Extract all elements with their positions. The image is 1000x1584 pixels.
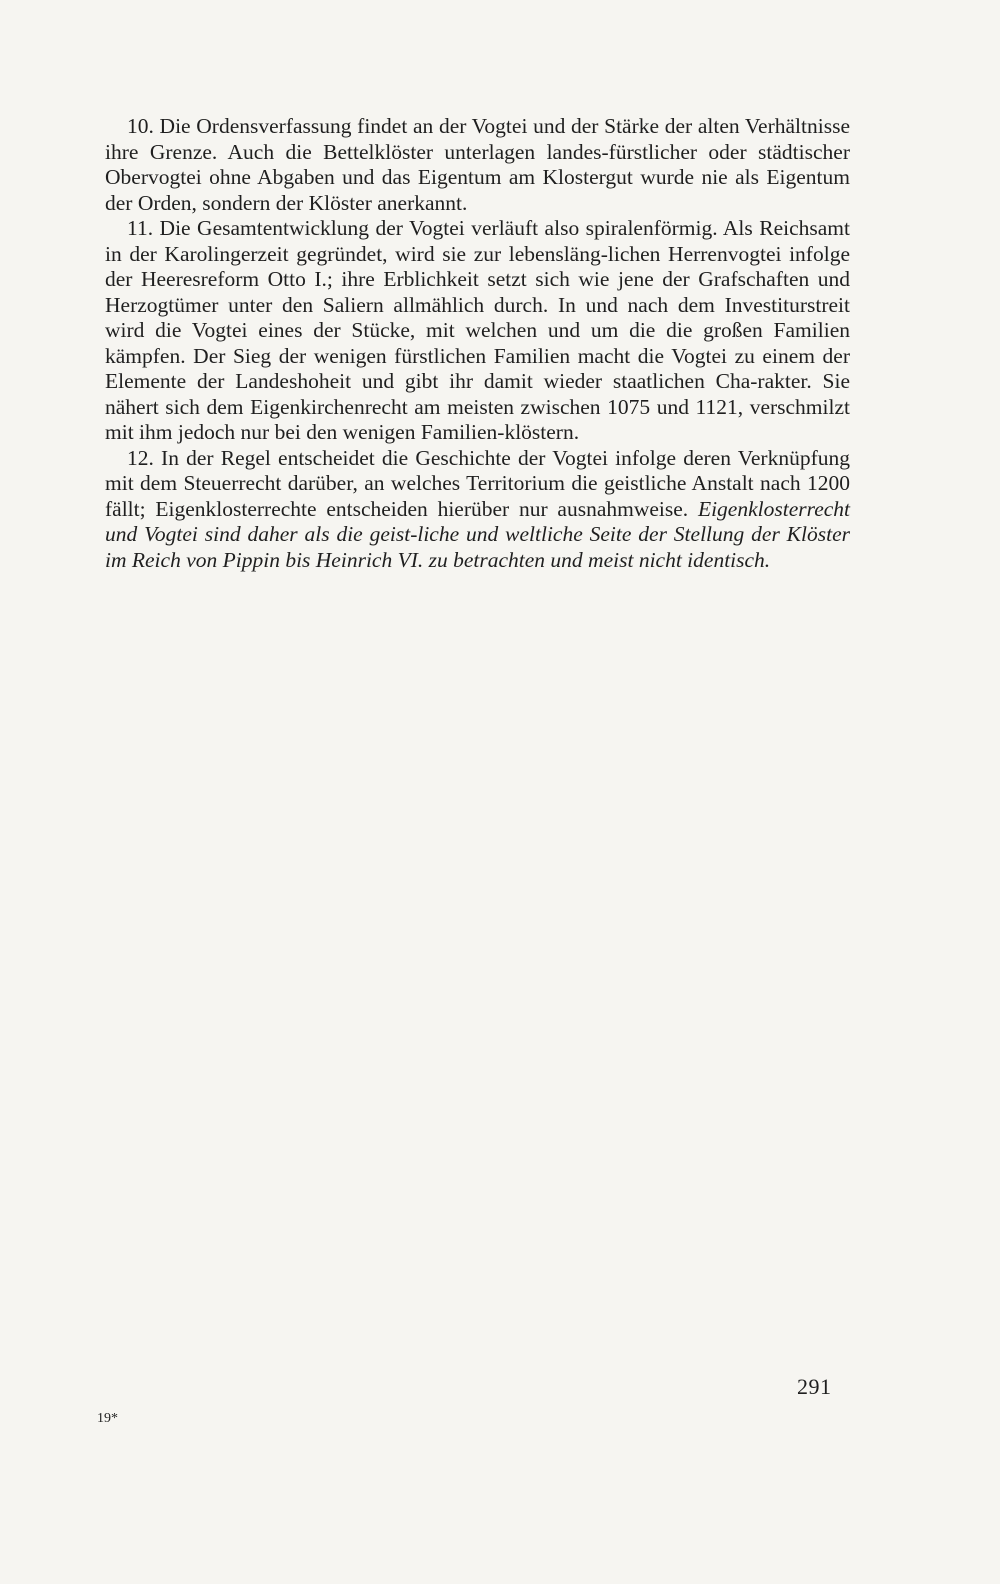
- paragraph-12: [105, 446, 850, 574]
- main-text: [105, 114, 850, 573]
- paragraph-10-text: 10. Die Ordensverfassung findet an der Vogtei und der Stärke der alten Verhältnisse ihre Grenze. Auch die Bettelklöster unterlagen landes-fürstlicher oder städtischer Obervogtei ohne Abgaben und das Eigentum am Klostergut wurde nie als Eigentum der Orden, sondern der Klöster anerkannt.: [105, 114, 850, 215]
- signature-mark: 19*: [97, 1411, 118, 1426]
- paragraph-12-text: 12. In der Regel entscheidet die Geschichte der Vogtei infolge deren Verknüpfung mit dem Steuerrecht darüber, an welches Territorium die geistliche Anstalt nach 1200 fällt; Eigenklosterrechte entscheiden hierüber nur ausnahmweise.: [105, 445, 850, 521]
- paragraph-11: [105, 216, 850, 446]
- paragraph-12-emphasis: Eigenklosterrecht und Vogtei sind daher als die geist-liche und weltliche Seite der Stellung der Klöster im Reich von Pippin bis Heinrich VI. zu betrachten und meist nicht identisch.: [105, 496, 850, 572]
- paragraph-11-text: 11. Die Gesamtentwicklung der Vogtei verläuft also spiralenförmig. Als Reichsamt in der Karolingerzeit gegründet, wird sie zur lebensläng-lichen Herrenvogtei infolge der Heeresreform Otto I.; ihre Erblichkeit setzt sich wie jene der Grafschaften und Herzogtümer unter den Saliern allmählich durch. In und nach dem Investiturstreit wird die Vogtei eines der Stücke, mit welchen und um die die großen Familien kämpfen. Der Sieg der wenigen fürstlichen Familien macht die Vogtei zu einem der Elemente der Landeshoheit und gibt ihr damit wieder staatlichen Cha-rakter. Sie nähert sich dem Eigenkirchenrecht am meisten zwischen 1075 und 1121, verschmilzt mit ihm jedoch nur bei den wenigen Familien-klöstern.: [105, 216, 850, 444]
- paragraph-10: [105, 114, 850, 216]
- page-number: 291: [797, 1374, 832, 1399]
